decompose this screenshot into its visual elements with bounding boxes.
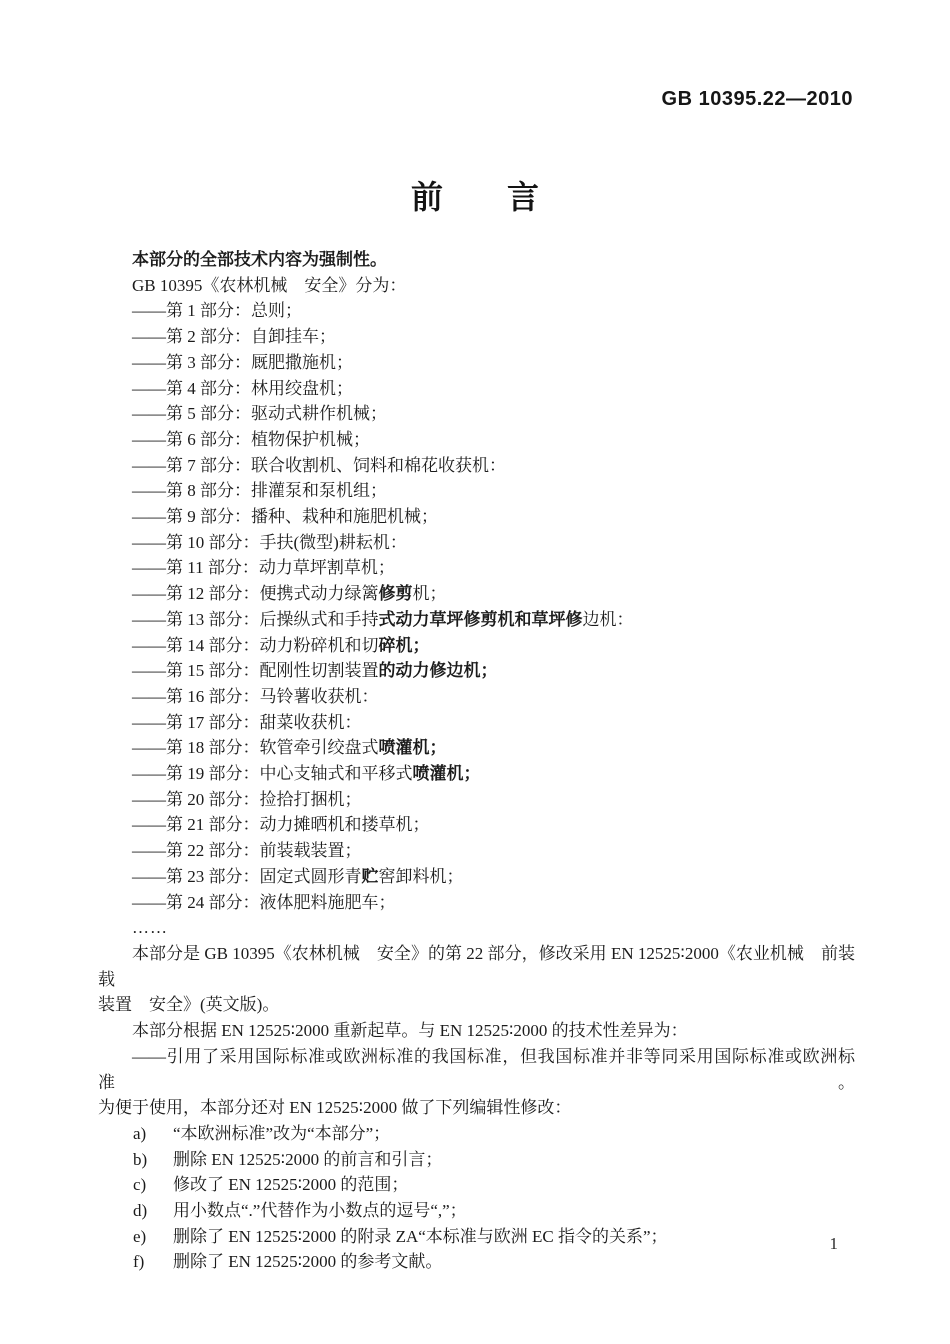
parts-list-item: ——第 6 部分：植物保护机械； xyxy=(132,429,370,449)
parts-list-item: ——第 10 部分：手扶(微型)耕耘机： xyxy=(132,532,407,552)
series-intro: GB 10395《农林机械 安全》分为： xyxy=(132,275,407,295)
parts-list-item: ——第 12 部分：便携式动力绿篱修剪机； xyxy=(132,584,447,604)
adoption-paragraph-line1: 本部分是 GB 10395《农林机械 安全》的第 22 部分，修改采用 EN 12525∶2000《农业机械 前装载 xyxy=(98,943,855,989)
parts-list-item: ——第 15 部分：配刚性切割装置的动力修边机； xyxy=(132,661,498,681)
parts-list-item: ——第 19 部分：中心支轴式和平移式喷灌机； xyxy=(132,764,481,784)
item-text: 用小数点“.”代替作为小数点的逗号“,”； xyxy=(173,1201,467,1221)
ellipsis-line: …… xyxy=(132,918,168,938)
parts-list-item: ——第 14 部分：动力粉碎机和切碎机； xyxy=(132,635,430,655)
item-text: 删除了 EN 12525∶2000 的附录 ZA“本标准与欧洲 EC 指令的关系”； xyxy=(173,1226,668,1246)
item-label: e) xyxy=(133,1226,147,1246)
editorial-change-item xyxy=(133,1147,855,1173)
foreword-title: 前 言 xyxy=(410,179,539,215)
difference-paragraph-line1: ——引用了采用国际标准或欧洲标准的我国标准，但我国标准并非等同采用国际标准或欧洲标准。 xyxy=(98,1046,855,1092)
parts-list-item: ——第 20 部分：捡拾打捆机； xyxy=(132,789,362,809)
page-number: 1 xyxy=(829,1234,838,1253)
parts-list-item: ——第 22 部分：前装载装置； xyxy=(132,841,362,861)
editorial-change-item xyxy=(133,1121,855,1147)
difference-paragraph-line2: 为便于使用，本部分还对 EN 12525∶2000 做了下列编辑性修改： xyxy=(98,1098,572,1118)
item-label: d) xyxy=(133,1201,148,1221)
parts-list-item: ——第 24 部分：液体肥料施肥车； xyxy=(132,892,396,912)
parts-list-item: ——第 3 部分：厩肥撒施机； xyxy=(132,352,353,372)
parts-list-item: ——第 4 部分：林用绞盘机； xyxy=(132,378,353,398)
parts-list-item: ——第 2 部分：自卸挂车； xyxy=(132,327,336,347)
parts-list-item: ——第 21 部分：动力摊晒机和搂草机； xyxy=(132,815,430,835)
item-label: a) xyxy=(133,1123,147,1143)
document-body xyxy=(98,247,855,1275)
parts-list-item: ——第 7 部分：联合收割机、饲料和棉花收获机： xyxy=(132,455,506,475)
parts-list-item: ——第 17 部分：甜菜收获机： xyxy=(132,712,362,732)
editorial-change-item xyxy=(133,1172,855,1198)
parts-list-item: ——第 5 部分：驱动式耕作机械； xyxy=(132,404,387,424)
parts-list-item: ——第 23 部分：固定式圆形青贮窖卸料机； xyxy=(132,866,464,886)
item-text: “本欧洲标准”改为“本部分”； xyxy=(173,1123,391,1143)
parts-list xyxy=(98,298,855,915)
item-label: f) xyxy=(133,1252,145,1272)
parts-list-item: ——第 16 部分：马铃薯收获机： xyxy=(132,686,379,706)
parts-list-item: ——第 11 部分：动力草坪割草机； xyxy=(132,558,395,578)
parts-list-item: ——第 9 部分：播种、栽种和施肥机械； xyxy=(132,507,438,527)
item-text: 修改了 EN 12525∶2000 的范围； xyxy=(173,1175,409,1195)
item-text: 删除了 EN 12525∶2000 的参考文献。 xyxy=(173,1252,443,1272)
standard-code: GB 10395.22—2010 xyxy=(661,88,853,110)
parts-list-item: ——第 8 部分：排灌泵和泵机组； xyxy=(132,481,387,501)
item-label: b) xyxy=(133,1149,148,1169)
parts-list-item: ——第 18 部分：软管牵引绞盘式喷灌机； xyxy=(132,738,447,758)
mandatory-note: 本部分的全部技术内容为强制性。 xyxy=(132,250,387,269)
editorial-change-item xyxy=(133,1198,855,1224)
item-label: c) xyxy=(133,1175,147,1195)
parts-list-item: ——第 1 部分：总则； xyxy=(132,301,302,321)
redraft-paragraph: 本部分根据 EN 12525∶2000 重新起草。与 EN 12525∶2000 的技术性差异为： xyxy=(132,1021,688,1041)
item-text: 删除 EN 12525∶2000 的前言和引言； xyxy=(173,1149,443,1169)
parts-list-item: ——第 13 部分：后操纵式和手持式动力草坪修剪机和草坪修边机： xyxy=(132,609,634,629)
adoption-paragraph-line2: 装置 安全》(英文版)。 xyxy=(98,995,280,1015)
